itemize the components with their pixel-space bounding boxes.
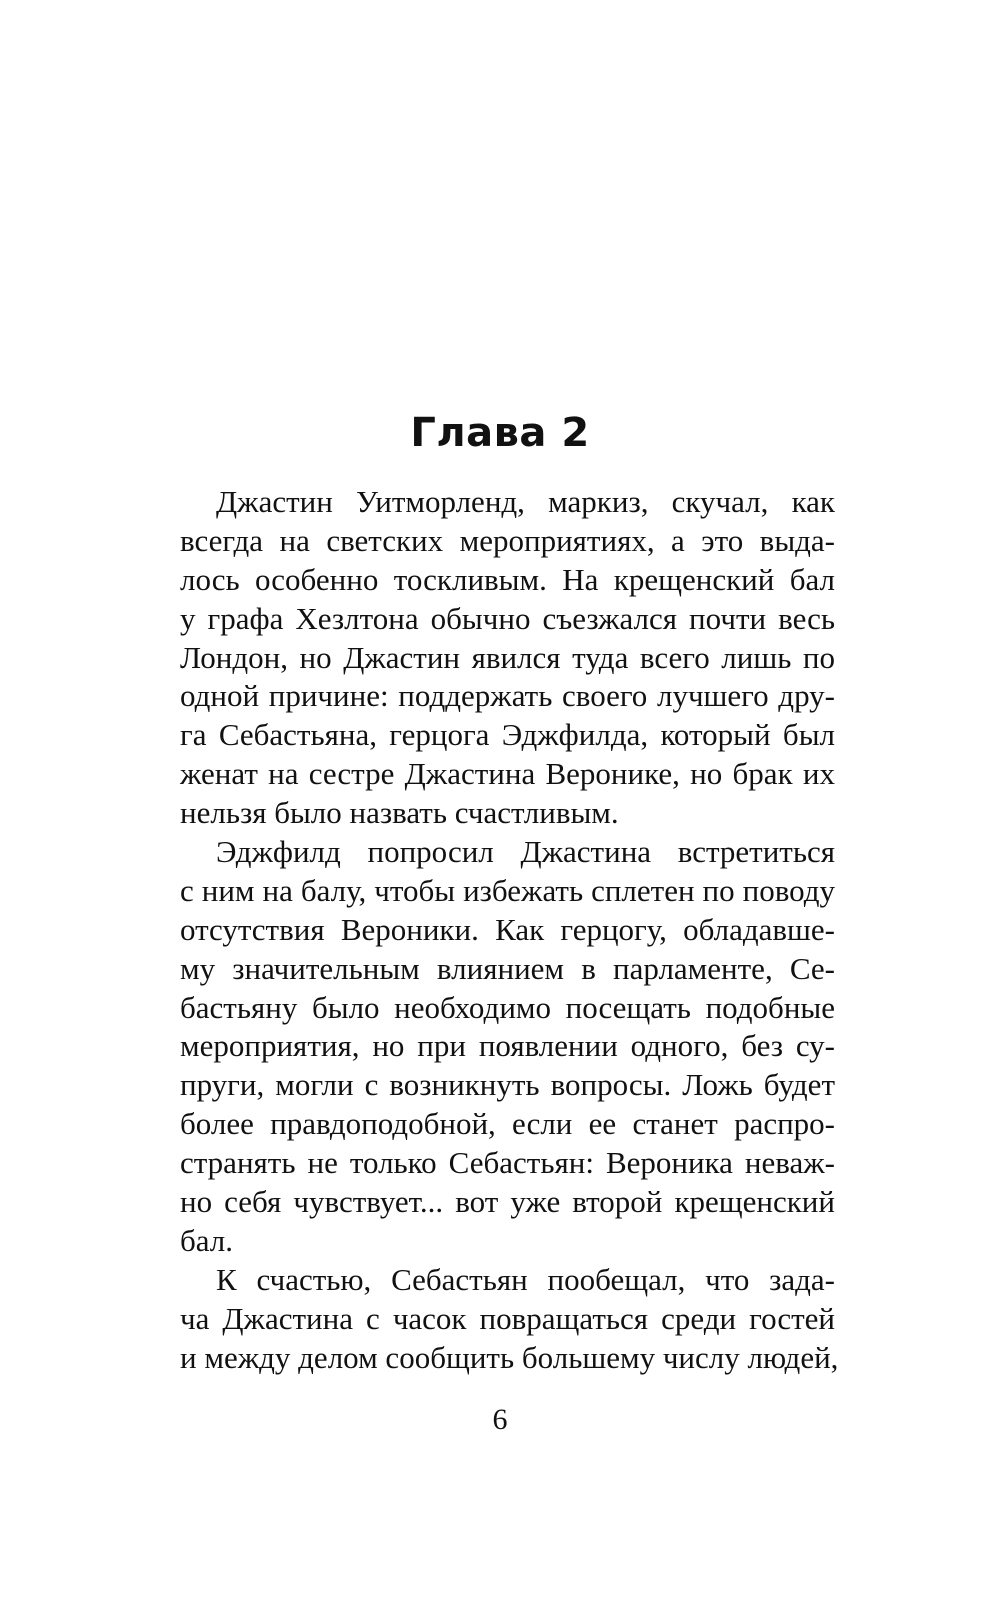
text-line: бал. — [180, 1222, 234, 1258]
text-line: более правдоподобной, если ее станет распро- — [180, 1106, 835, 1142]
text-line: К счастью, Себастьян пообещал, что зада- — [216, 1261, 835, 1297]
chapter-title: Глава 2 — [410, 410, 590, 456]
text-line: и между делом сообщить большему числу людей, — [180, 1339, 839, 1375]
text-line: женат на сестре Джастина Веронике, но брак их — [180, 756, 835, 792]
paragraph — [180, 833, 835, 1261]
text-line: отсутствия Вероники. Как герцогу, обладавше- — [180, 911, 835, 947]
text-line: одной причине: поддержать своего лучшего дру- — [180, 678, 835, 714]
text-line: мероприятия, но при появлении одного, без су- — [180, 1028, 835, 1064]
paragraph — [180, 483, 835, 833]
text-line: всегда на светских мероприятиях, а это выда- — [180, 522, 835, 558]
text-line: Лондон, но Джастин явился туда всего лишь по — [180, 639, 835, 675]
paragraph — [180, 1261, 839, 1378]
body-text — [180, 483, 839, 1377]
text-line: Джастин Уитморленд, маркиз, скучал, как — [216, 484, 835, 519]
text-line: странять не только Себастьян: Вероника неваж- — [180, 1145, 835, 1181]
text-line: га Себастьяна, герцога Эджфилда, который был — [180, 717, 835, 753]
page-number: 6 — [492, 1403, 508, 1436]
text-line: лось особенно тоскливым. На крещенский бал — [180, 561, 835, 597]
text-line: ча Джастина с часок повращаться среди гостей — [180, 1300, 835, 1336]
text-line: пруги, могли с возникнуть вопросы. Ложь будет — [180, 1067, 835, 1103]
text-line: но себя чувствует... вот уже второй крещенский — [180, 1184, 835, 1220]
text-line: у графа Хезлтона обычно съезжался почти весь — [180, 600, 835, 636]
text-line: с ним на балу, чтобы избежать сплетен по поводу — [180, 872, 835, 908]
text-line: нельзя было назвать счастливым. — [180, 795, 619, 831]
text-line: Эджфилд попросил Джастина встретиться — [216, 834, 835, 870]
text-line: му значительным влиянием в парламенте, Се- — [180, 950, 835, 986]
text-line: бастьяну было необходимо посещать подобные — [180, 989, 835, 1025]
